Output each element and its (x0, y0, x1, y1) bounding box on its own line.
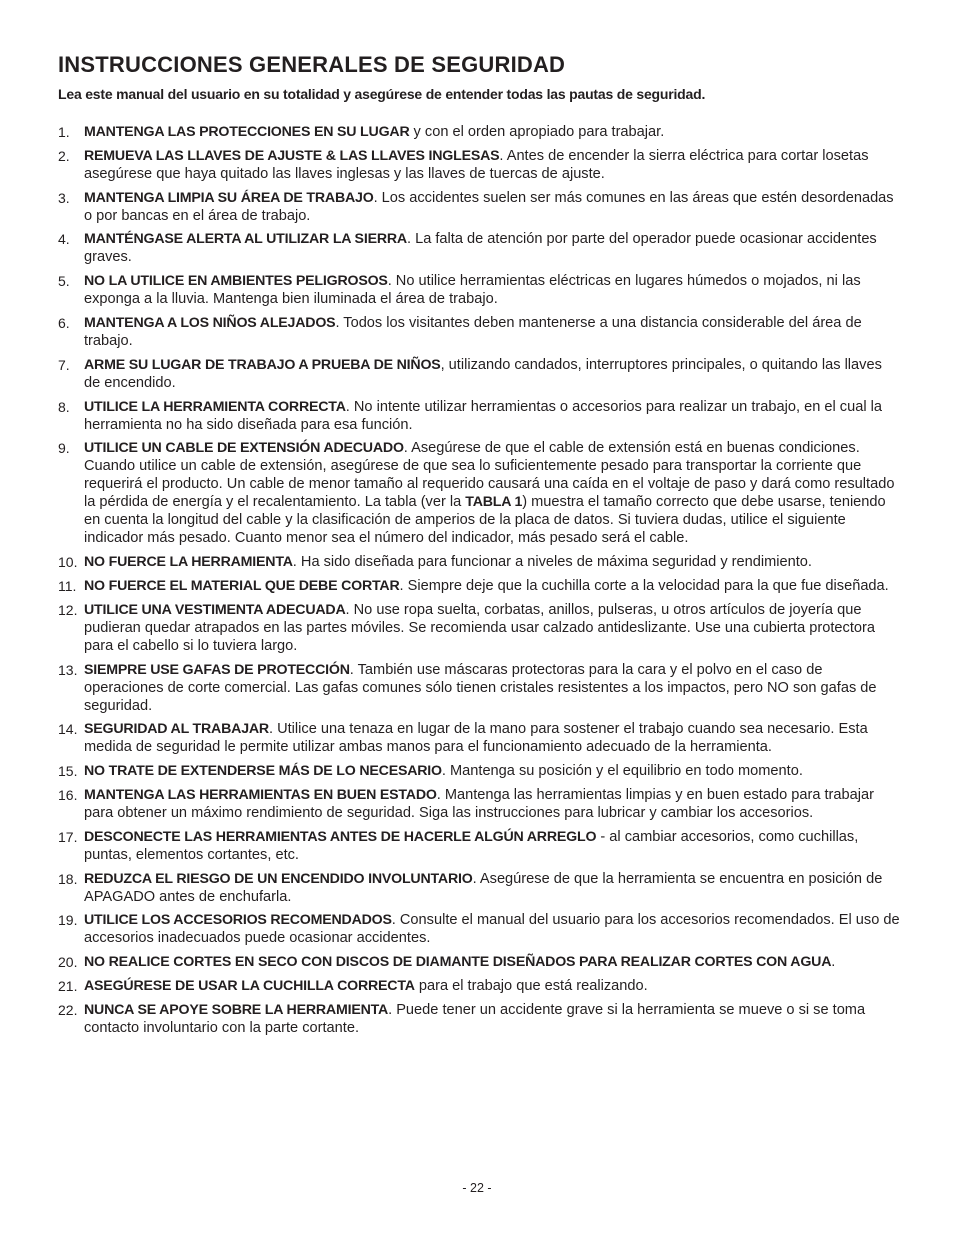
rule-heading: UTILICE UN CABLE DE EXTENSIÓN ADECUADO (84, 440, 404, 457)
rule-number: 4. (58, 231, 70, 248)
rule-number: 6. (58, 314, 70, 331)
safety-rule-item (58, 911, 900, 947)
safety-rule-item (58, 661, 900, 715)
rule-text: . Asegúrese de que el cable de extensión está en buenas condiciones. Cuando utilice un cable de extensión, asegúrese de que sea lo suficientemente pesado para transportar la corriente que requerirá el producto. Un cable de menor tamaño al requerido causará una caída en el voltaje de paso y dará como resultado la pérdida de energía y el recalentamiento. La tabla (ver la (84, 440, 895, 511)
rule-text: para el trabajo que está realizando. (414, 977, 648, 994)
rule-text: . Todos los visitantes deben mantenerse a una distancia considerable del área de trabajo. (84, 314, 862, 349)
safety-rule-item (58, 1001, 900, 1037)
rule-heading: UTILICE UNA VESTIMENTA ADECUADA (84, 601, 346, 618)
safety-rule-item (58, 577, 900, 595)
rule-heading: MANTENGA LAS PROTECCIONES EN SU LUGAR (84, 124, 410, 140)
rule-text: . Ha sido diseñada para funcionar a niveles de máxima seguridad y rendimiento. (292, 554, 812, 571)
rule-heading: MANTÉNGASE ALERTA AL UTILIZAR LA SIERRA (84, 231, 407, 248)
rule-heading: NO FUERCE LA HERRAMIENTA (84, 554, 293, 571)
rule-text: . Los accidentes suelen ser más comunes en las áreas que estén desordenadas o por bancas en el área de trabajo. (84, 189, 894, 224)
rule-text: . Antes de encender la sierra eléctrica para cortar losetas asegúrese que haya quitado las llaves inglesas y las llaves de tuercas de ajuste. (84, 147, 869, 182)
safety-rule-item (58, 272, 900, 308)
rule-number: 17. (58, 828, 78, 845)
rule-number: 7. (58, 356, 70, 373)
rule-number: 22. (58, 1001, 78, 1018)
safety-rule-item (58, 953, 900, 971)
safety-rule-item (58, 786, 900, 822)
rule-text: . La falta de atención por parte del operador puede ocasionar accidentes graves. (84, 231, 877, 266)
page-title: INSTRUCCIONES GENERALES DE SEGURIDAD (58, 52, 566, 77)
safety-rule-item (58, 314, 900, 350)
rule-number: 21. (58, 977, 78, 994)
rule-text: . (831, 954, 836, 971)
rule-number: 18. (58, 870, 78, 887)
intro-text: Lea este manual del usuario en su totalidad y asegúrese de entender todas las pautas de seguridad. (58, 86, 706, 102)
rule-number: 19. (58, 912, 78, 929)
safety-rule-item (58, 977, 900, 995)
rule-number: 16. (58, 786, 78, 803)
rule-number: 2. (58, 147, 70, 164)
safety-rule-item (58, 189, 900, 225)
rule-heading: NUNCA SE APOYE SOBRE LA HERRAMIENTA (84, 1001, 389, 1018)
rule-heading: DESCONECTE LAS HERRAMIENTAS ANTES DE HACERLE ALGÚN ARREGLO (84, 828, 597, 845)
table-reference: TABLA 1 (465, 494, 523, 511)
safety-rule-item (58, 398, 900, 434)
rule-number: 12. (58, 601, 78, 618)
rule-text: . No use ropa suelta, corbatas, anillos, pulseras, u otros artículos de joyería que pudieran quedar atrapados en las partes móviles. Se recomienda usar calzado antideslizante. Use una cubierta protectora para el cabello si lo tuviera largo. (84, 601, 875, 654)
rule-heading: SEGURIDAD AL TRABAJAR (84, 721, 269, 738)
rule-text: - al cambiar accesorios, como cuchillas, puntas, elementos cortantes, etc. (84, 828, 859, 863)
safety-rule-item (58, 439, 900, 547)
rule-text: . Utilice una tenaza en lugar de la mano para sostener el trabajo cuando sea necesario. Esta medida de seguridad le permite utilizar ambas manos para el funcionamiento adecuado de la herramienta. (84, 721, 868, 756)
rule-number: 1. (58, 124, 70, 140)
rule-text: . No utilice herramientas eléctricas en lugares húmedos o mojados, ni las exponga a la lluvia. Mantenga bien iluminada el área de trabajo. (84, 273, 861, 308)
rule-heading: NO TRATE DE EXTENDERSE MÁS DE LO NECESARIO (84, 763, 442, 780)
rule-number: 15. (58, 763, 78, 780)
safety-rule-item (58, 553, 900, 571)
safety-rule-item (58, 147, 900, 183)
rule-heading: NO FUERCE EL MATERIAL QUE DEBE CORTAR (84, 577, 400, 594)
rule-text-continued: ) muestra el tamaño correcto que debe usarse, teniendo en cuenta la longitud del cable y la clasificación de amperios de la placa de datos. Si tuviera dudas, utilice el siguiente indicador más pesado. Cuanto menor sea el número del indicador, más pesado será el cable. (84, 494, 886, 547)
rule-text: . No intente utilizar herramientas o accesorios para realizar un trabajo, en el cual la herramienta no ha sido diseñada para esa función. (84, 398, 882, 433)
rule-heading: SIEMPRE USE GAFAS DE PROTECCIÓN (84, 661, 350, 678)
safety-rules-list (58, 123, 900, 1037)
rule-number: 5. (58, 273, 70, 290)
rule-text: y con el orden apropiado para trabajar. (409, 124, 665, 140)
rule-number: 8. (58, 398, 70, 415)
rule-heading: ASEGÚRESE DE USAR LA CUCHILLA CORRECTA (84, 977, 415, 994)
rule-number: 9. (58, 440, 70, 457)
rule-heading: MANTENGA LAS HERRAMIENTAS EN BUEN ESTADO (84, 786, 437, 803)
rule-number: 11. (58, 577, 77, 594)
rule-text: . También use máscaras protectoras para la cara y el polvo en el caso de operaciones de corte comercial. Las gafas comunes sólo tienen cristales resistentes a los impactos, pero NO son gafas de seguridad. (84, 661, 877, 714)
page-number: - 22 - (462, 1181, 492, 1195)
rule-text: . Siempre deje que la cuchilla corte a la velocidad para la que fue diseñada. (399, 577, 889, 594)
rule-heading: NO LA UTILICE EN AMBIENTES PELIGROSOS (84, 273, 388, 290)
rule-text: . Consulte el manual del usuario para los accesorios recomendados. El uso de accesorios inadecuados puede ocasionar accidentes. (84, 912, 900, 947)
rule-heading: REMUEVA LAS LLAVES DE AJUSTE & LAS LLAVES INGLESAS (84, 147, 500, 164)
rule-text: . Mantenga su posición y el equilibrio en todo momento. (441, 763, 803, 780)
safety-rule-item (58, 828, 900, 864)
rule-number: 3. (58, 189, 70, 206)
rule-heading: NO REALICE CORTES EN SECO CON DISCOS DE DIAMANTE DISEÑADOS PARA REALIZAR CORTES CON AGUA (84, 954, 832, 971)
rule-text: . Puede tener un accidente grave si la herramienta se mueve o si se toma contacto involuntario con la parte cortante. (84, 1001, 866, 1036)
rule-heading: ARME SU LUGAR DE TRABAJO A PRUEBA DE NIÑOS (84, 356, 441, 373)
rule-heading: UTILICE LA HERRAMIENTA CORRECTA (84, 398, 346, 415)
rule-number: 20. (58, 954, 78, 971)
safety-rule-item (58, 123, 900, 141)
rule-heading: MANTENGA A LOS NIÑOS ALEJADOS (84, 314, 336, 331)
rule-heading: UTILICE LOS ACCESORIOS RECOMENDADOS (84, 912, 392, 929)
safety-rule-item (58, 720, 900, 756)
safety-rule-item (58, 762, 900, 780)
safety-rule-item (58, 356, 900, 392)
rule-number: 10. (58, 554, 78, 571)
safety-rule-item (58, 230, 900, 266)
rule-number: 14. (58, 721, 78, 738)
safety-rule-item (58, 870, 900, 906)
rule-number: 13. (58, 661, 78, 678)
safety-page (58, 50, 900, 1043)
rule-heading: MANTENGA LIMPIA SU ÁREA DE TRABAJO (84, 189, 374, 206)
safety-rule-item (58, 601, 900, 655)
rule-text: . Asegúrese de que la herramienta se encuentra en posición de APAGADO antes de enchufarla. (84, 870, 883, 905)
rule-heading: REDUZCA EL RIESGO DE UN ENCENDIDO INVOLUNTARIO (84, 870, 473, 887)
rule-text: , utilizando candados, interruptores principales, o quitando las llaves de encendido. (84, 356, 882, 391)
rule-text: . Mantenga las herramientas limpias y en buen estado para trabajar para obtener un máximo rendimiento de seguridad. Siga las instrucciones para lubricar y cambiar los accesorios. (84, 786, 874, 821)
